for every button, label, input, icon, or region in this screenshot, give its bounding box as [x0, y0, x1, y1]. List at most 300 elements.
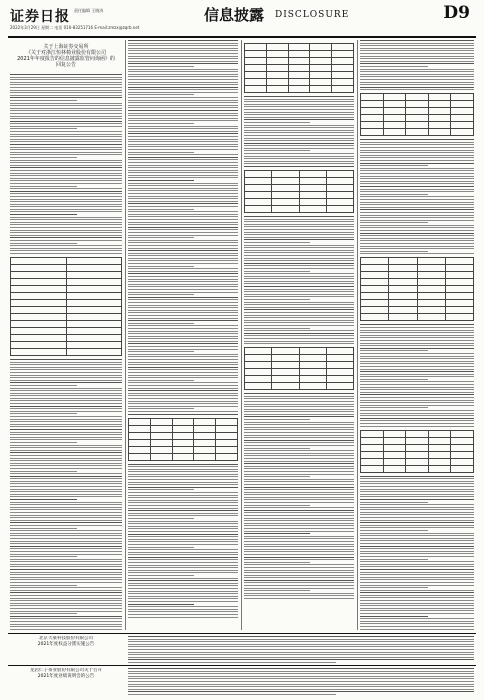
text-line: [244, 590, 310, 591]
text-line: [128, 69, 238, 70]
text-line: [10, 147, 122, 148]
text-line: [244, 577, 354, 578]
text-line: [128, 102, 238, 103]
table-cell: [129, 439, 151, 446]
text-line: [128, 273, 238, 274]
table-cell: [66, 278, 122, 285]
table-cell: [266, 58, 288, 65]
text-line: [244, 239, 354, 240]
text-line: [244, 427, 354, 428]
text-line: [360, 538, 474, 539]
text-line: [244, 148, 354, 149]
text-line: [360, 363, 474, 364]
text-line: [10, 605, 122, 606]
text-line: [10, 515, 122, 516]
table-cell: [66, 306, 122, 313]
table-cell: [150, 425, 172, 432]
text-line: [360, 504, 474, 505]
text-line: [360, 144, 474, 145]
text-line: [360, 324, 474, 325]
table-cell: [445, 286, 473, 293]
text-line: [360, 608, 474, 609]
text-line: [10, 248, 122, 249]
text-line: [360, 165, 428, 166]
text-line: [244, 276, 354, 277]
table-cell: [150, 418, 172, 425]
text-line: [128, 657, 474, 658]
text-line: [128, 598, 238, 599]
table-cell: [445, 279, 473, 286]
text-line: [128, 482, 238, 483]
table-row: [361, 108, 474, 115]
text-line: [244, 518, 354, 519]
text-line: [244, 528, 354, 529]
text-line: [128, 567, 238, 568]
table-cell: [428, 101, 451, 108]
text-line: [360, 76, 474, 77]
text-line: [128, 284, 238, 285]
text-line: [244, 507, 354, 508]
text-line: [360, 48, 474, 49]
text-line: [10, 559, 122, 560]
table-cell: [451, 108, 474, 115]
text-line: [128, 123, 194, 124]
table-cell: [216, 425, 238, 432]
table-row: [361, 444, 474, 451]
table-cell: [245, 362, 272, 369]
text-line: [128, 534, 238, 535]
table-cell: [245, 79, 267, 86]
text-line: [360, 546, 474, 547]
bottom-rule-2: [8, 665, 476, 666]
table-cell: [326, 171, 353, 178]
text-line: [10, 629, 122, 630]
text-line: [244, 455, 354, 456]
table-cell: [245, 178, 272, 185]
table-cell: [299, 192, 326, 199]
text-line: [244, 271, 310, 272]
text-line: [244, 525, 354, 526]
text-line: [128, 172, 238, 173]
table-cell: [272, 383, 299, 390]
text-line: [10, 144, 122, 145]
text-line: [10, 74, 122, 75]
table-cell: [445, 300, 473, 307]
text-line: [10, 400, 122, 401]
text-line: [244, 338, 354, 339]
text-line: [128, 604, 194, 605]
table-cell: [299, 355, 326, 362]
table-cell: [428, 458, 451, 465]
text-line: [244, 429, 354, 430]
table-row: [11, 278, 122, 285]
table-cell: [383, 129, 406, 136]
text-line: [128, 141, 238, 142]
text-line: [360, 358, 474, 359]
text-line: [244, 101, 354, 102]
text-line: [10, 165, 122, 166]
table-cell: [361, 307, 389, 314]
text-line: [244, 304, 354, 305]
table-cell: [266, 51, 288, 58]
text-line: [10, 437, 122, 438]
text-line: [360, 230, 474, 231]
text-line: [360, 574, 474, 575]
text-line: [128, 673, 474, 674]
table-row: [245, 355, 354, 362]
text-line: [10, 77, 122, 78]
table-cell: [194, 446, 216, 453]
text-line: [10, 382, 122, 383]
notice-body-1: [128, 636, 474, 664]
text-line: [244, 161, 354, 162]
table-cell: [451, 122, 474, 129]
editor-line: 责任编辑 王晓涛: [74, 8, 104, 13]
table-cell: [389, 286, 417, 293]
text-line: [10, 421, 122, 422]
text-line: [360, 152, 474, 153]
text-line: [10, 128, 77, 129]
section-title-en: DISCLOSURE: [275, 10, 350, 20]
text-line: [244, 265, 354, 266]
text-line: [128, 518, 194, 519]
text-line: [360, 556, 474, 557]
table-cell: [245, 192, 272, 199]
text-line: [244, 96, 354, 97]
text-line: [128, 617, 238, 618]
text-line: [244, 245, 354, 246]
text-line: [10, 476, 122, 477]
text-line: [244, 119, 354, 120]
table-cell: [428, 444, 451, 451]
text-line: [128, 320, 238, 321]
text-line: [128, 58, 238, 59]
text-line: [10, 522, 122, 523]
text-line: [360, 356, 474, 357]
text-block: [360, 324, 474, 426]
table-cell: [150, 446, 172, 453]
text-line: [360, 413, 474, 414]
text-line: [10, 214, 77, 215]
table-cell: [326, 348, 353, 355]
text-line: [128, 398, 238, 399]
text-line: [244, 564, 354, 565]
table-cell: [245, 376, 272, 383]
text-line: [360, 507, 474, 508]
text-line: [128, 255, 238, 256]
text-line: [128, 250, 238, 251]
text-line: [128, 232, 238, 233]
text-line: [244, 593, 354, 594]
text-line: [360, 387, 474, 388]
text-line: [10, 566, 122, 567]
table-row: [245, 369, 354, 376]
text-line: [244, 112, 354, 113]
text-line: [10, 219, 122, 220]
data-table: [10, 257, 122, 356]
text-line: [128, 126, 238, 127]
table-cell: [406, 115, 429, 122]
table-cell: [194, 439, 216, 446]
text-line: [244, 268, 354, 269]
text-line: [244, 559, 354, 560]
text-line: [128, 315, 238, 316]
table-row: [245, 206, 354, 213]
table-row: [361, 465, 474, 472]
text-line: [244, 458, 354, 459]
table-cell: [194, 453, 216, 460]
text-line: [128, 170, 238, 171]
table-cell: [310, 65, 332, 72]
table-cell: [245, 72, 267, 79]
table-cell: [406, 108, 429, 115]
text-line: [360, 618, 474, 619]
text-line: [360, 248, 474, 249]
text-line: [244, 461, 354, 462]
text-line: [128, 388, 238, 389]
text-line: [10, 447, 122, 448]
text-line: [244, 401, 354, 402]
text-block: [128, 40, 238, 415]
text-line: [128, 94, 194, 95]
text-line: [128, 644, 474, 645]
text-line: [10, 204, 122, 205]
text-line: [10, 473, 122, 474]
text-line: [244, 247, 354, 248]
text-line: [360, 610, 474, 611]
text-line: [128, 385, 238, 386]
table-cell: [310, 79, 332, 86]
text-line: [128, 403, 238, 404]
text-line: [128, 641, 474, 642]
text-line: [128, 92, 238, 93]
text-line: [128, 165, 238, 166]
table-row: [361, 122, 474, 129]
table-cell: [11, 278, 67, 285]
text-line: [128, 649, 474, 650]
text-line: [360, 345, 474, 346]
text-line: [128, 139, 238, 140]
text-line: [10, 388, 122, 389]
table-cell: [428, 115, 451, 122]
text-line: [360, 415, 474, 416]
table-cell: [332, 58, 354, 65]
text-line: [244, 557, 354, 558]
table-cell: [361, 293, 389, 300]
text-line: [10, 582, 122, 583]
text-line: [244, 567, 354, 568]
table-row: [245, 72, 354, 79]
table-cell: [172, 446, 194, 453]
text-line: [10, 468, 122, 469]
table-cell: [451, 465, 474, 472]
table-cell: [272, 178, 299, 185]
text-line: [360, 181, 474, 182]
table-row: [361, 129, 474, 136]
text-line: [10, 579, 122, 580]
table-cell: [172, 418, 194, 425]
table-cell: [406, 437, 429, 444]
text-line: [360, 551, 474, 552]
text-line: [360, 489, 474, 490]
table-cell: [406, 465, 429, 472]
table-cell: [299, 383, 326, 390]
text-line: [128, 312, 238, 313]
text-line: [10, 533, 122, 534]
text-line: [10, 178, 122, 179]
text-line: [10, 385, 77, 386]
text-line: [244, 481, 354, 482]
text-line: [10, 572, 122, 573]
table-cell: [11, 334, 67, 341]
text-line: [360, 420, 474, 421]
text-line: [10, 548, 122, 549]
table-row: [361, 286, 474, 293]
text-line: [360, 582, 474, 583]
text-line: [128, 63, 238, 64]
text-line: [10, 243, 77, 244]
text-line: [244, 437, 354, 438]
text-line: [10, 600, 122, 601]
text-line: [128, 500, 238, 501]
text-line: [128, 372, 238, 373]
table-cell: [245, 44, 267, 51]
text-line: [128, 177, 238, 178]
text-line: [360, 69, 474, 70]
table-cell: [66, 320, 122, 327]
table-row: [245, 86, 354, 93]
text-line: [128, 196, 238, 197]
notice-title: [10, 636, 122, 648]
table-cell: [194, 418, 216, 425]
text-line: [10, 240, 122, 241]
text-line: [360, 392, 474, 393]
text-line: [10, 419, 122, 420]
text-line: [10, 139, 122, 140]
text-line: [128, 476, 238, 477]
text-line: [128, 487, 238, 488]
table-row: [361, 94, 474, 101]
table-cell: [66, 271, 122, 278]
text-line: [128, 87, 238, 88]
column-divider: [125, 40, 126, 630]
table-cell: [389, 307, 417, 314]
text-line: [10, 108, 122, 109]
table-cell: [417, 272, 445, 279]
text-line: [360, 82, 474, 83]
table-cell: [326, 206, 353, 213]
table-cell: [445, 314, 473, 321]
text-line: [128, 390, 238, 391]
text-line: [128, 338, 238, 339]
text-line: [360, 353, 474, 354]
text-line: [10, 193, 122, 194]
text-line: [10, 554, 122, 555]
table-cell: [299, 185, 326, 192]
text-line: [10, 538, 122, 539]
text-line: [128, 349, 238, 350]
text-line: [360, 548, 474, 549]
text-line: [128, 45, 238, 46]
text-line: [360, 238, 474, 239]
text-line: [360, 476, 474, 477]
table-cell: [129, 418, 151, 425]
table-cell: [326, 185, 353, 192]
text-line: [244, 125, 354, 126]
text-line: [360, 621, 474, 622]
text-line: [128, 216, 238, 217]
text-line: [244, 520, 354, 521]
text-line: [128, 510, 238, 511]
text-line: [244, 450, 354, 451]
text-line: [244, 570, 354, 571]
table-cell: [361, 430, 384, 437]
text-line: [360, 217, 474, 218]
text-line: [10, 206, 122, 207]
text-line: [10, 525, 122, 526]
table-cell: [383, 437, 406, 444]
text-line: [128, 401, 238, 402]
table-cell: [245, 369, 272, 376]
text-line: [128, 50, 238, 51]
table-cell: [406, 101, 429, 108]
text-line: [128, 136, 238, 137]
text-line: [128, 149, 238, 150]
text-line: [128, 367, 238, 368]
text-line: [10, 551, 122, 552]
text-line: [10, 478, 122, 479]
table-cell: [428, 451, 451, 458]
text-line: [10, 196, 122, 197]
text-line: [244, 515, 354, 516]
table-cell: [406, 129, 429, 136]
text-line: [244, 229, 354, 230]
text-line: [128, 115, 238, 116]
text-line: [10, 191, 122, 192]
table-cell: [361, 101, 384, 108]
text-line: [128, 307, 238, 308]
table-cell: [361, 286, 389, 293]
text-line: [10, 217, 122, 218]
table-cell: [245, 86, 267, 93]
text-line: [244, 479, 354, 480]
table-cell: [66, 264, 122, 271]
text-line: [10, 483, 122, 484]
text-line: [244, 296, 354, 297]
table-cell: [66, 341, 122, 348]
text-line: [10, 426, 122, 427]
text-line: [128, 214, 238, 215]
text-line: [244, 127, 354, 128]
text-line: [128, 144, 238, 145]
text-line: [244, 432, 354, 433]
table-cell: [299, 178, 326, 185]
text-line: [128, 466, 238, 467]
table-cell: [11, 271, 67, 278]
text-line: [244, 476, 310, 477]
text-line: [10, 556, 77, 557]
table-cell: [389, 314, 417, 321]
column-divider: [357, 40, 358, 630]
table-row: [11, 320, 122, 327]
text-line: [10, 626, 122, 627]
text-line: [360, 553, 474, 554]
text-line: [360, 405, 474, 406]
text-line: [244, 523, 354, 524]
table-cell: [428, 129, 451, 136]
text-line: [128, 662, 336, 663]
text-line: [360, 478, 474, 479]
